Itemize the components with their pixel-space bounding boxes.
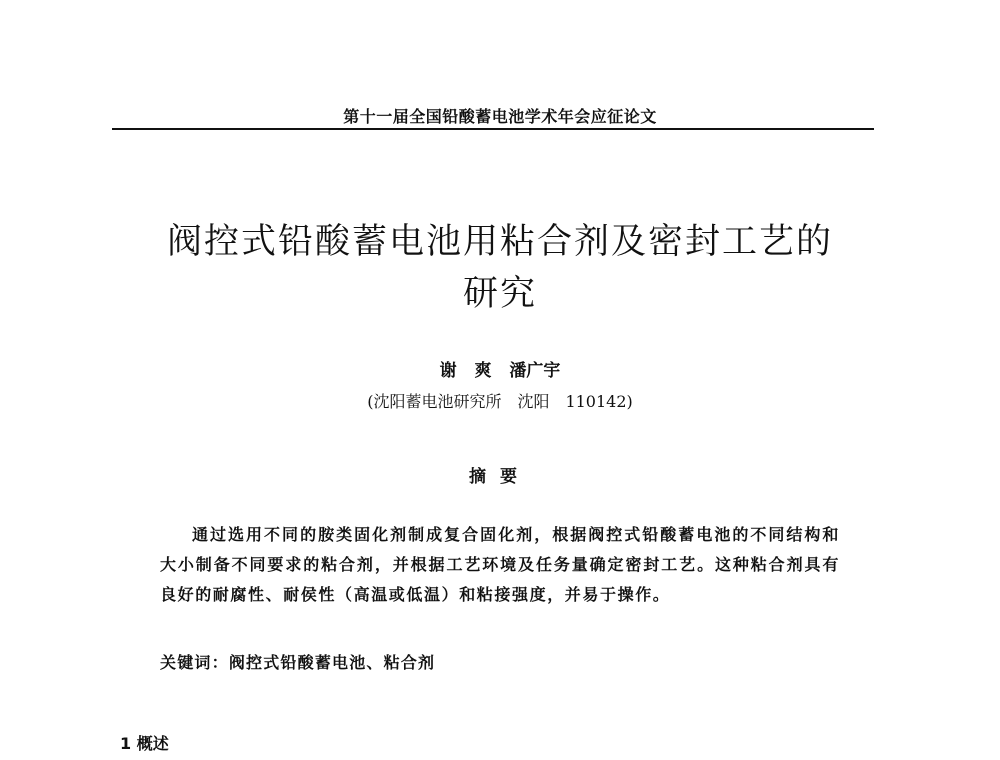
paper-title (100, 216, 900, 320)
keywords-label: 关键词： (160, 653, 229, 672)
authors: 谢 爽 潘广宇 (439, 361, 561, 381)
keywords (160, 650, 435, 673)
paper-title-line-1: 阀控式铅酸蓄电池用粘合剂及密封工艺的 (166, 222, 833, 262)
paper-title-line-2: 研究 (462, 274, 537, 314)
section-heading: 1 概述 (120, 734, 169, 753)
running-header: 第十一届全国铅酸蓄电池学术年会应征论文 (343, 107, 657, 126)
abstract-body: 通过选用不同的胺类固化剂制成复合固化剂，根据阀控式铅酸蓄电池的不同结构和大小制备不同要求的粘合剂，并根据工艺环境及任务量确定密封工艺。这种粘合剂具有良好的耐腐性、耐侯性（高温或低温）和粘接强度，并易于操作。 (160, 525, 840, 604)
affiliation: (沈阳蓄电池研究所 沈阳 110142) (367, 392, 633, 411)
abstract-heading: 摘要 (469, 467, 531, 487)
header-rule (112, 128, 874, 130)
keywords-value: 阀控式铅酸蓄电池、粘合剂 (228, 653, 436, 672)
